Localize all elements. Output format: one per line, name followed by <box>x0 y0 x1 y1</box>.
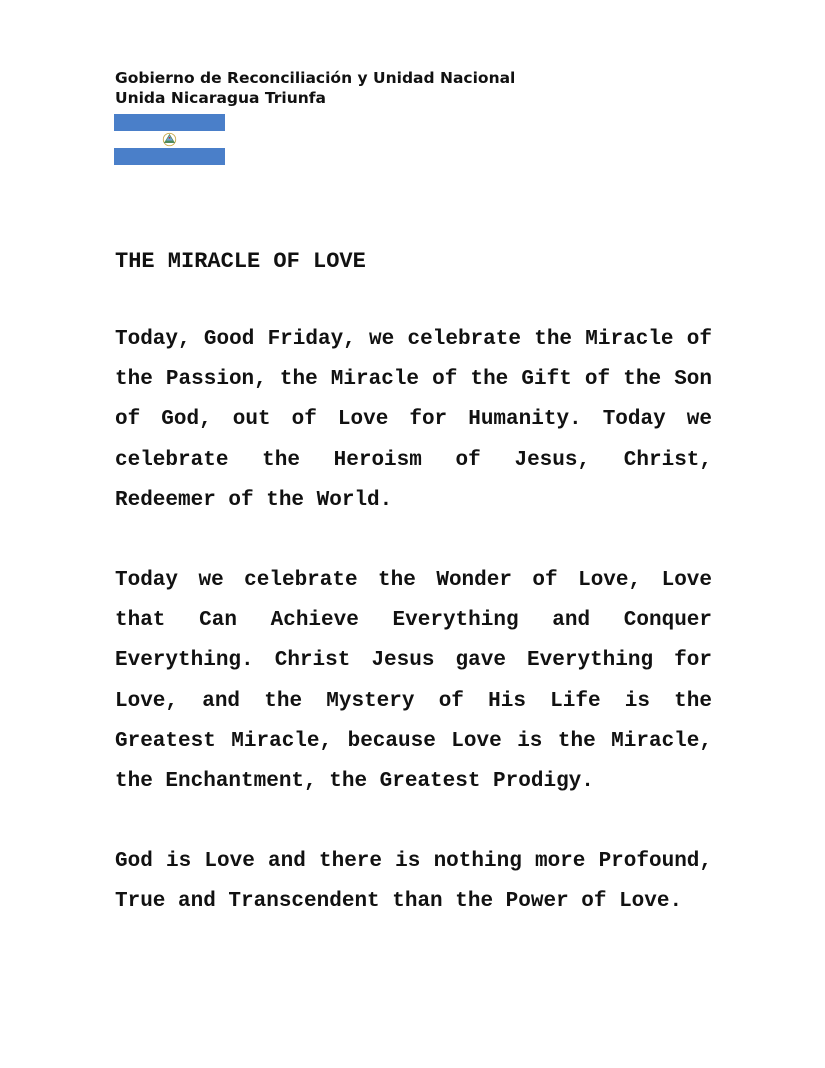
paragraph-1: Today, Good Friday, we celebrate the Miracle of the Passion, the Miracle of the Gift of the Son of God, out of Love for Humanity. Today we celebrate the Heroism of Jesus, Christ, Redeemer of the World. <box>115 328 712 512</box>
paragraph-2: Today we celebrate the Wonder of Love, Love that Can Achieve Everything and Conquer Everything. Christ Jesus gave Everything for Love, and the Mystery of His Life is the Greatest Miracle, because Love is the Miracle, the Enchantment, the Greatest Prodigy. <box>115 569 712 794</box>
document-body <box>115 240 712 923</box>
government-name: Gobierno de Reconciliación y Unidad Nacional <box>115 69 516 87</box>
document-title: THE MIRACLE OF LOVE <box>115 249 366 274</box>
paragraph-3: God is Love and there is nothing more Profound, True and Transcendent than the Power of Love. <box>115 850 712 914</box>
letterhead <box>115 68 515 108</box>
government-slogan: Unida Nicaragua Triunfa <box>115 89 327 107</box>
nicaragua-flag-icon <box>114 114 225 165</box>
